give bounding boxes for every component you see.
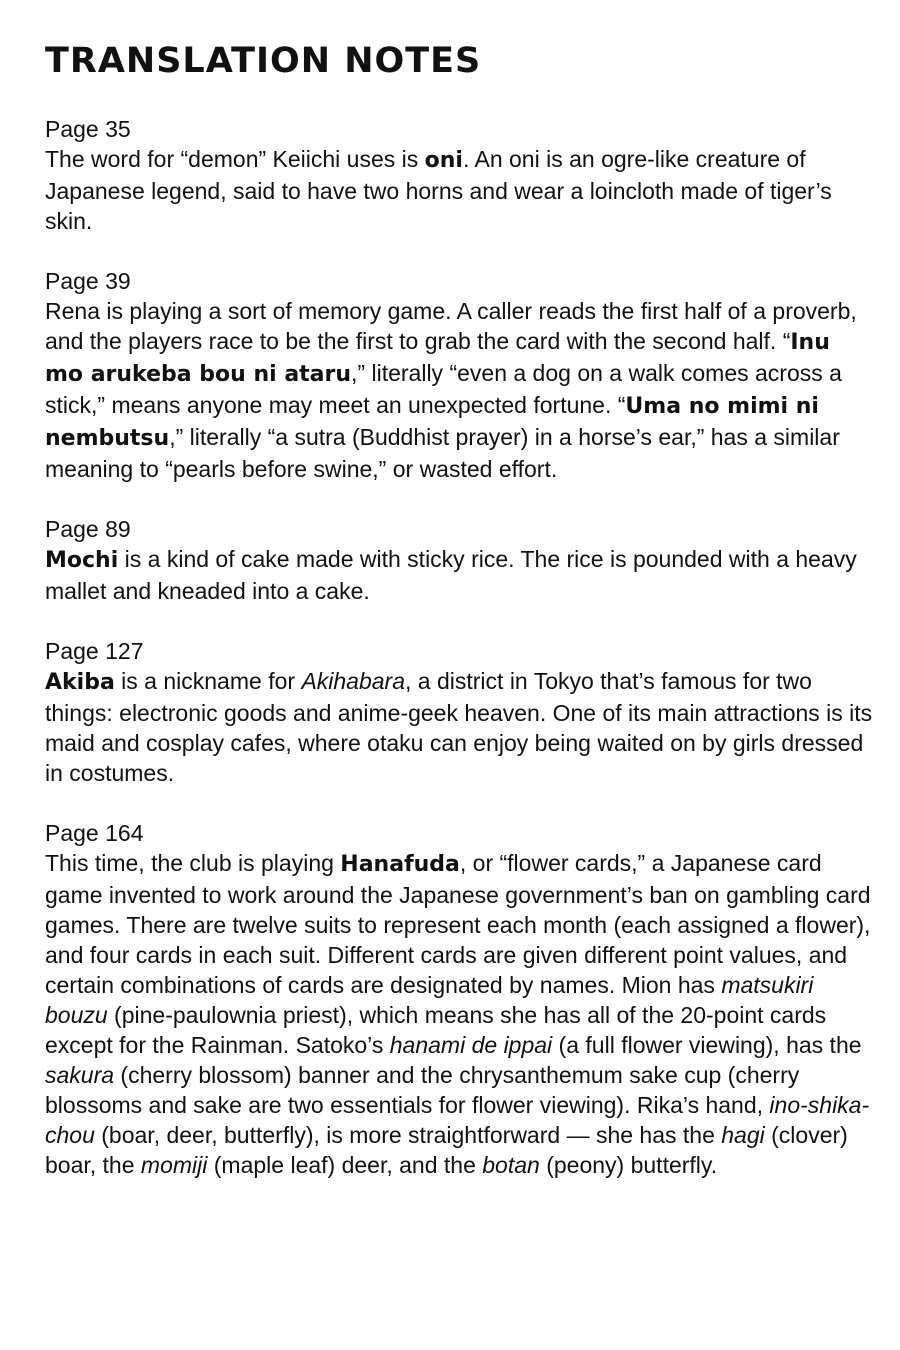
term-bold: oni (424, 148, 463, 173)
note-page-ref: Page 89 (45, 516, 131, 542)
term-bold: Mochi (45, 548, 119, 573)
note-text (45, 848, 875, 1180)
term-italic: matsukiri bouzu (45, 972, 814, 1028)
text-run: (maple leaf) deer, and the (207, 1152, 483, 1178)
note-text (45, 296, 875, 484)
translation-notes-page (45, 40, 875, 1210)
term-italic: Akihabara (301, 668, 406, 694)
text-run: The word for “demon” Keiichi uses is (45, 146, 425, 172)
note-item (45, 636, 875, 788)
term-italic: botan (482, 1152, 540, 1178)
text-run: ,” literally “even a dog on a walk comes across a stick,” means anyone may meet an unexpected fortune. “ (45, 360, 842, 418)
note-text (45, 144, 875, 236)
term-italic: hagi (721, 1122, 765, 1148)
text-run: Rena is playing a sort of memory game. A caller reads the first half of a proverb, and the players race to be the first to grab the card with the second half. “ (45, 298, 857, 354)
term-bold: Hanafuda (340, 852, 460, 877)
note-item (45, 514, 875, 606)
notes-list (45, 114, 875, 1180)
term-italic: hanami de ippai (389, 1032, 553, 1058)
text-run: This time, the club is playing (45, 850, 341, 876)
note-page-ref: Page 164 (45, 820, 144, 846)
term-italic: ino-shika-chou (45, 1092, 870, 1148)
note-item (45, 266, 875, 484)
text-run: is a kind of cake made with sticky rice. The rice is pounded with a heavy mallet and kneaded into a cake. (45, 546, 857, 604)
text-run: (boar, deer, butterfly), is more straightforward — she has the (94, 1122, 722, 1148)
term-bold: Akiba (45, 670, 115, 695)
term-bold: Uma no mimi ni nembutsu (45, 394, 819, 451)
note-text (45, 544, 875, 606)
note-item (45, 818, 875, 1180)
note-page-ref: Page 127 (45, 638, 144, 664)
term-italic: momiji (140, 1152, 208, 1178)
text-run: (peony) butterfly. (539, 1152, 718, 1178)
note-text (45, 666, 875, 788)
text-run: (clover) boar, the (45, 1122, 848, 1178)
text-run: , or “flower cards,” a Japanese card game invented to work around the Japanese government’s ban on gambling card games. There are twelve suits to represent each month (each assigned a flower), and four cards in each suit. Different cards are given different point values, and certain combinations of cards are designated by names. Mion has (45, 850, 871, 998)
note-item (45, 114, 875, 236)
text-run: ,” literally “a sutra (Buddhist prayer) in a horse’s ear,” has a similar meaning to “pearls before swine,” or wasted effort. (45, 424, 840, 482)
note-page-ref: Page 35 (45, 116, 131, 142)
text-run: (pine-paulownia priest), which means she has all of the 20-point cards except for the Rainman. Satoko’s (45, 1002, 827, 1058)
text-run: , a district in Tokyo that’s famous for two things: electronic goods and anime-geek heaven. One of its main attractions is its maid and cosplay cafes, where otaku can enjoy being waited on by girls dressed in costumes. (45, 668, 873, 786)
text-run: (a full flower viewing), has the (552, 1032, 862, 1058)
note-page-ref: Page 39 (45, 268, 131, 294)
term-bold: Inu mo arukeba bou ni ataru (45, 330, 830, 387)
text-run: is a nickname for (114, 668, 302, 694)
term-italic: sakura (45, 1062, 115, 1088)
text-run: . An oni is an ogre-like creature of Japanese legend, said to have two horns and wear a loincloth made of tiger’s skin. (45, 146, 832, 234)
text-run: (cherry blossom) banner and the chrysanthemum sake cup (cherry blossoms and sake are two essentials for flower viewing). Rika’s hand, (45, 1062, 800, 1118)
page-title: TRANSLATION NOTES (45, 41, 482, 81)
